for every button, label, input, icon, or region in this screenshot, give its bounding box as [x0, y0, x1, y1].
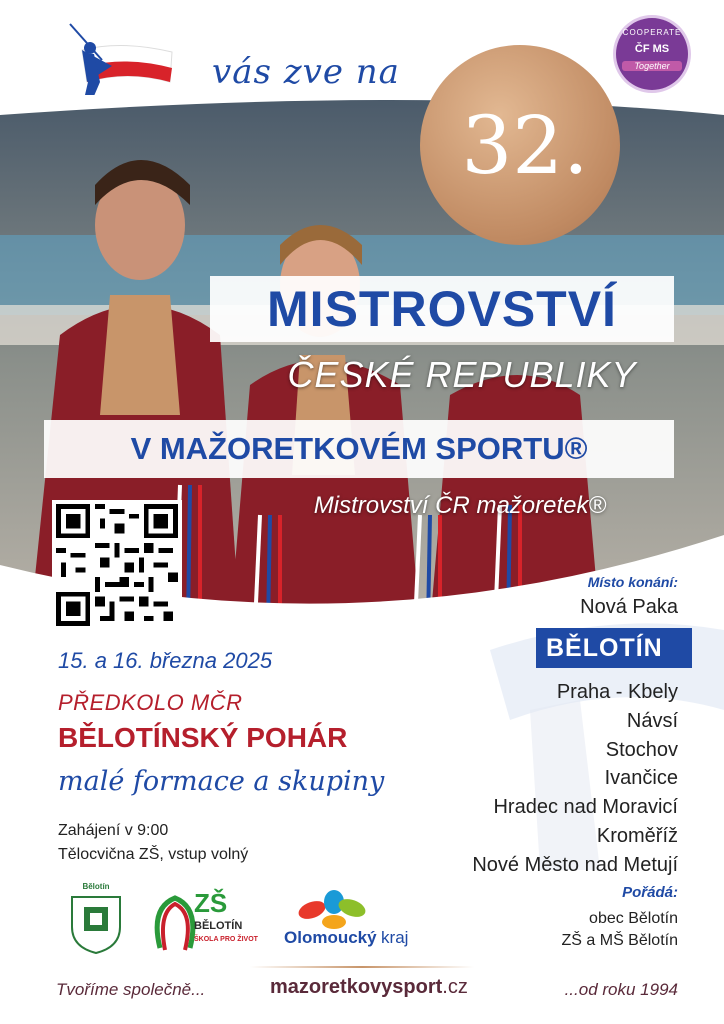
belotin-logo-label: Bělotín	[82, 882, 110, 891]
event-venue: Tělocvična ZŠ, vstup volný	[58, 846, 249, 863]
edition-number: 32.	[461, 98, 589, 192]
school-logo-top: ZŠ	[194, 888, 228, 918]
event-prelim: PŘEDKOLO MČR	[58, 690, 243, 715]
ribbon-icon	[150, 888, 200, 958]
event-name: BĚLOTÍNSKÝ POHÁR	[58, 722, 348, 753]
venue-list-item: Kroměříž	[596, 824, 678, 847]
belotin-coat-of-arms	[64, 882, 128, 960]
qr-code-icon	[56, 504, 178, 626]
venue-first: Nová Paka	[580, 596, 678, 618]
title-banner-1	[210, 276, 674, 342]
website-main: mazoretkovysport	[270, 976, 443, 998]
invite-text: vás zve na	[212, 52, 400, 92]
venues-label: Místo konání:	[587, 574, 678, 590]
title-subtitle: Mistrovství ČR mažoretek®	[313, 492, 607, 519]
organizer-line2: ZŠ a MŠ Bělotín	[561, 932, 678, 949]
organizer-label: Pořádá:	[622, 884, 678, 901]
footer-right: ...od roku 1994	[564, 980, 678, 999]
website-tld: .cz	[442, 976, 468, 998]
cooperate-badge	[616, 18, 688, 90]
school-logo-name: BĚLOTÍN	[194, 920, 243, 932]
title-line2: ČESKÉ REPUBLIKY	[287, 354, 637, 395]
event-categories: malé formace a skupiny	[58, 766, 385, 797]
school-logo	[150, 888, 258, 968]
edition-circle	[420, 45, 620, 245]
title-line3: V MAŽORETKOVÉM SPORTU®	[130, 431, 588, 466]
region-suffix: kraj	[381, 928, 409, 947]
venue-list-item: Hradec nad Moravicí	[493, 796, 678, 819]
olomoucky-kraj-logo	[272, 890, 472, 954]
footer-divider	[250, 966, 474, 968]
cooperate-badge-bottom: Together	[622, 61, 682, 71]
title-line1: MISTROVSTVÍ	[267, 281, 617, 337]
cooperate-badge-middle: ČF MS	[634, 43, 670, 55]
event-dates: 15. a 16. března 2025	[58, 648, 273, 673]
region-name-row	[284, 928, 408, 948]
coat-of-arms-icon	[66, 891, 126, 957]
venue-highlight: BĚLOTÍN	[546, 634, 663, 662]
venue-highlight-banner	[536, 628, 692, 668]
school-logo-tagline: ŠKOLA PRO ŽIVOT	[194, 936, 258, 943]
region-flower-icon	[292, 890, 382, 930]
venue-list-item: Ivančice	[604, 767, 678, 790]
event-start: Zahájení v 9:00	[58, 822, 169, 839]
qr-code[interactable]	[52, 500, 182, 630]
venue-list-item: Stochov	[605, 738, 678, 761]
title-banner-3	[44, 420, 674, 478]
footer-left: Tvoříme společně...	[56, 980, 206, 999]
cooperate-badge-top: COOPERATE	[622, 28, 682, 37]
venue-list-item: Nové Město nad Metují	[472, 853, 678, 876]
organizer-line1: obec Bělotín	[589, 910, 678, 927]
region-name: Olomoucký	[284, 928, 377, 947]
venue-list-item: Praha - Kbely	[556, 681, 678, 703]
venue-list	[472, 678, 678, 880]
footer-website[interactable]	[270, 976, 468, 999]
venue-list-item: Návsí	[626, 709, 678, 732]
